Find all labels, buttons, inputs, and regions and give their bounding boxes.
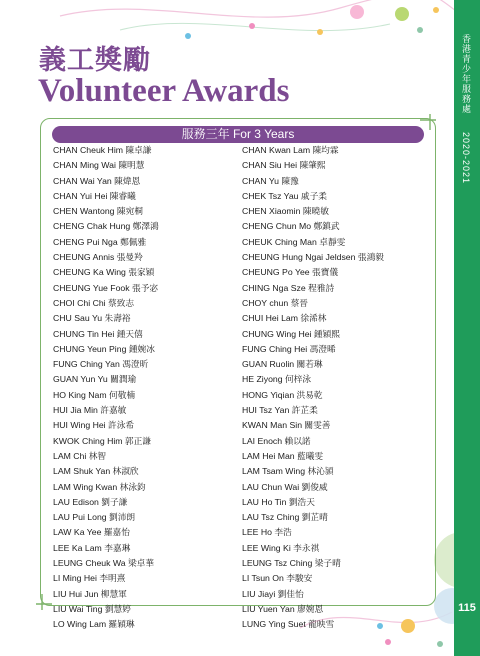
name-entry: LAM Wing Kwan 林泳鈞 <box>53 481 146 492</box>
name-entry: CHAN Wai Yan 陳煒恩 <box>53 175 141 186</box>
name-entry: LIU Hui Jun 柳慧軍 <box>53 588 127 599</box>
name-entry: CHEUNG Ka Wing 張家穎 <box>53 267 155 278</box>
name-entry: HUI Jia Min 許嘉敏 <box>53 405 127 416</box>
name-entry: LAM Shuk Yan 林淑欣 <box>53 466 139 477</box>
name-entry: LAU Tsz Ching 劉芷晴 <box>242 512 328 523</box>
name-entry: LAM Hei Man 藍曦雯 <box>242 450 324 461</box>
name-entry: LEUNG Tsz Ching 梁子晴 <box>242 558 341 569</box>
name-entry: CHAN Ming Wai 陳明慧 <box>53 160 145 171</box>
name-entry: CHEUNG Po Yee 張寶儀 <box>242 267 339 278</box>
name-entry: CHEN Xiaomin 陳曉敏 <box>242 206 329 217</box>
name-entry: HUI Tsz Yan 許芷柔 <box>242 405 318 416</box>
name-entry: CHEN Wantong 陳宛桐 <box>53 206 143 217</box>
name-entry: LEE Ka Lam 李嘉琳 <box>53 542 131 553</box>
name-entry: CHUI Hei Lam 徐浠林 <box>242 313 327 324</box>
name-entry: CHENG Chak Hung 鄭澤鴻 <box>53 221 159 232</box>
name-entry: LAM Tsam Wing 林沁頴 <box>242 466 334 477</box>
name-entry: LEUNG Cheuk Wa 梁卓華 <box>53 558 155 569</box>
name-entry: CHU Sau Yu 朱壽裕 <box>53 313 131 324</box>
name-entry: HUI Wing Hei 許泳希 <box>53 420 135 431</box>
name-entry: GUAN Ruolin 關若琳 <box>242 359 323 370</box>
frame-corner-bl <box>34 592 54 612</box>
name-entry: LAU Pui Long 劉沛朗 <box>53 512 136 523</box>
name-entry: CHAN Siu Hei 陳肇熙 <box>242 160 326 171</box>
name-entry: CHING Nga Sze 程雅詩 <box>242 282 335 293</box>
page-number: 115 <box>458 602 476 614</box>
name-entry: CHOI Chi Chi 蔡致志 <box>53 297 135 308</box>
name-entry: HONG Yiqian 洪易乾 <box>242 389 323 400</box>
name-entry: CHEUNG Annis 張曼羚 <box>53 252 143 263</box>
section-heading: 服務三年 For 3 Years <box>52 126 424 143</box>
name-entry: LIU Yuen Yan 廖婉恩 <box>242 603 324 614</box>
side-tab-text <box>460 34 473 184</box>
name-entry: LUNG Ying Suet 龍映雪 <box>242 619 335 630</box>
name-entry: LIU Jiayi 劉佳怡 <box>242 588 304 599</box>
name-entry: LAI Enoch 賴以諾 <box>242 435 311 446</box>
page-title-english: Volunteer Awards <box>38 73 290 109</box>
names-column-right <box>242 143 384 633</box>
side-tab-years: 2020-2021 <box>461 131 471 184</box>
side-tab <box>454 0 480 656</box>
side-tab-org: 香港青少年服務處 <box>461 34 471 114</box>
name-entry: KWAN Man Sin 關雯善 <box>242 420 331 431</box>
name-entry: CHOY chun 蔡晉 <box>242 297 308 308</box>
name-entry: FUNG Ching Yan 馮澄昕 <box>53 359 149 370</box>
name-entry: LEE Wing Ki 李永祺 <box>242 542 320 553</box>
name-entry: CHAN Cheuk Him 陳卓謙 <box>53 145 152 155</box>
name-entry: LAU Chun Wai 劉俊威 <box>242 481 328 492</box>
name-entry: CHUNG Wing Hei 鍾穎熙 <box>242 328 340 339</box>
name-entry: CHUNG Yeun Ping 鍾婉冰 <box>53 343 155 354</box>
name-entry: FUNG Ching Hei 馮澄晞 <box>242 343 336 354</box>
names-column-left <box>53 143 159 633</box>
page-title-chinese: 義工獎勵 <box>39 45 151 76</box>
name-entry: CHEUK Ching Man 卓靜雯 <box>242 236 346 247</box>
name-entry: CHAN Yu 陳豫 <box>242 175 299 186</box>
name-entry: CHUNG Tin Hei 鍾天僖 <box>53 328 143 339</box>
name-entry: LAW Ka Yee 羅嘉怡 <box>53 527 130 538</box>
name-entry: LI Tsun On 李駿安 <box>242 573 313 584</box>
name-entry: LAU Edison 劉子謙 <box>53 496 128 507</box>
name-entry: LI Ming Hei 李明熹 <box>53 573 126 584</box>
name-entry: CHEUNG Hung Ngai Jeldsen 張鴻毅 <box>242 252 384 263</box>
name-entry: LEE Ho 李浩 <box>242 527 292 538</box>
name-entry: LAU Ho Tin 劉浩天 <box>242 496 315 507</box>
name-entry: LO Wing Lam 羅穎琳 <box>53 619 135 630</box>
name-entry: CHENG Chun Mo 鄭鎮武 <box>242 221 340 232</box>
name-entry: CHEUNG Yue Fook 張予宓 <box>53 282 159 293</box>
name-entry: CHEK Tsz Yau 戚子柔 <box>242 190 327 201</box>
name-entry: HE Ziyong 何梓泳 <box>242 374 312 385</box>
name-entry: HO King Nam 何敬楠 <box>53 389 136 400</box>
name-entry: KWOK Ching Him 郭正謙 <box>53 435 151 446</box>
name-entry: LIU Wai Ting 劉慧婷 <box>53 603 131 614</box>
name-entry: GUAN Yun Yu 關潤瑜 <box>53 374 137 385</box>
name-entry: CHAN Yui Hei 陳睿曦 <box>53 190 136 201</box>
name-entry: LAM Chi 林智 <box>53 450 107 461</box>
name-entry: CHAN Kwan Lam 陳均霖 <box>242 145 339 155</box>
name-entry: CHENG Pui Nga 鄭佩雅 <box>53 236 147 247</box>
